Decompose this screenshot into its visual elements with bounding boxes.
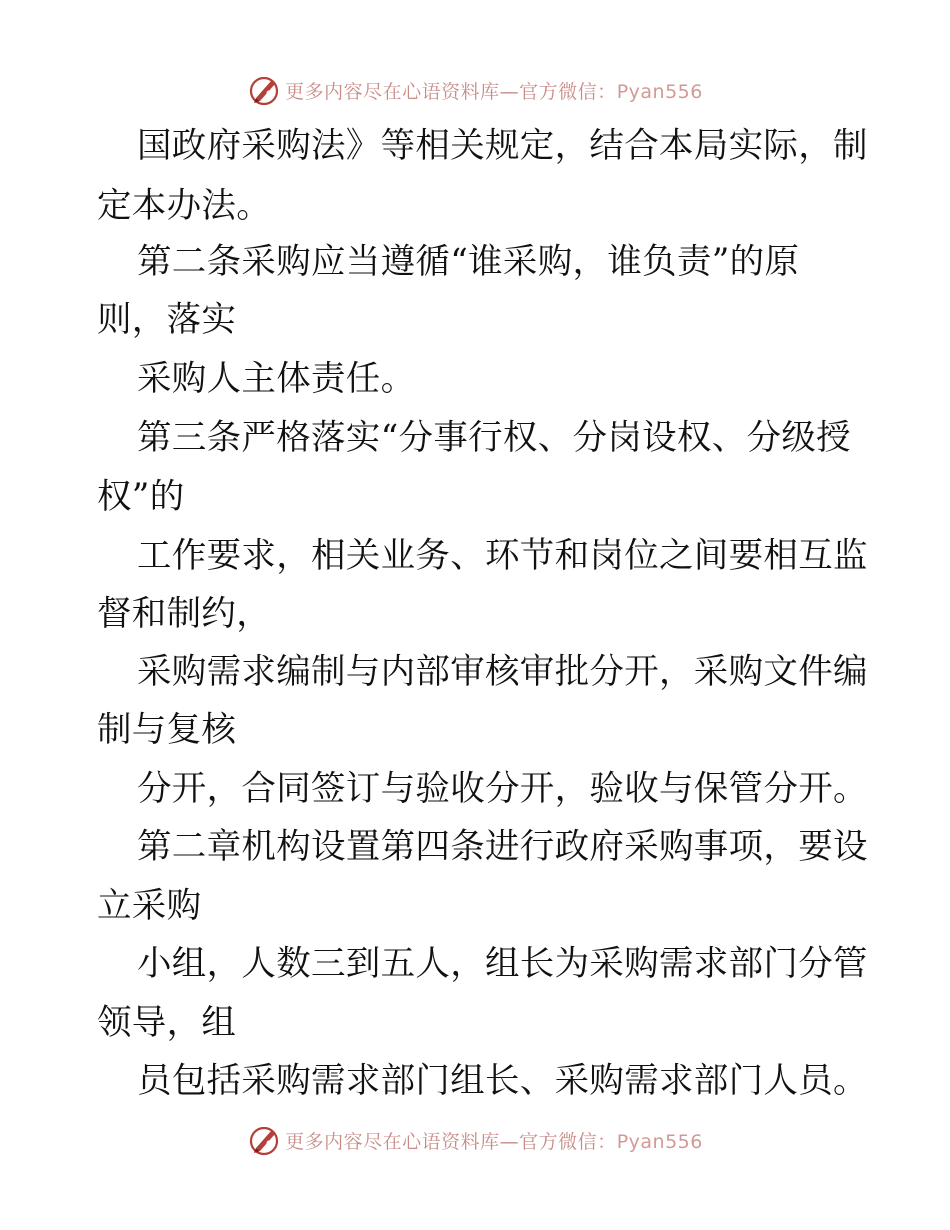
watermark-dash: — [499, 1130, 520, 1153]
watermark-text [285, 1127, 703, 1154]
text-line: 国政府采购法》等相关规定，结合本局实际，制 [137, 126, 868, 166]
text-line: 制与复核 [97, 710, 237, 750]
text-line: 小组，人数三到五人，组长为采购需求部门分管 [137, 944, 868, 984]
text-line: 分开，合同签订与验收分开，验收与保管分开。 [137, 769, 868, 809]
text-line: 第三条严格落实“分事行权、分岗设权、分级授 [137, 418, 851, 458]
watermark-suffix: 官方微信： [519, 80, 617, 103]
watermark-suffix: 官方微信： [519, 1130, 617, 1153]
text-line: 定本办法。 [97, 186, 271, 226]
pen-logo-icon [247, 1123, 281, 1157]
watermark-prefix: 更多内容尽在心语资料库 [285, 80, 500, 103]
text-line: 领导，组 [97, 1003, 237, 1043]
watermark-account: Pyan556 [616, 1130, 703, 1153]
text-line: 督和制约， [97, 594, 271, 634]
text-line: 立采购 [97, 886, 202, 926]
text-line: 第二条采购应当遵循“谁采购，谁负责”的原 [137, 242, 800, 282]
text-line: 工作要求，相关业务、环节和岗位之间要相互监 [137, 536, 868, 576]
watermark-prefix: 更多内容尽在心语资料库 [285, 1130, 500, 1153]
text-line: 员包括采购需求部门组长、采购需求部门人员。 [137, 1061, 868, 1101]
text-line: 则，落实 [97, 300, 237, 340]
footer-watermark [0, 1120, 950, 1160]
text-line: 采购需求编制与内部审核审批分开，采购文件编 [137, 652, 868, 692]
text-line: 采购人主体责任。 [137, 359, 416, 399]
text-line: 权”的 [97, 477, 185, 517]
text-line: 第二章机构设置第四条进行政府采购事项，要设 [137, 827, 868, 867]
watermark-dash: — [499, 80, 520, 103]
watermark-account: Pyan556 [616, 80, 703, 103]
